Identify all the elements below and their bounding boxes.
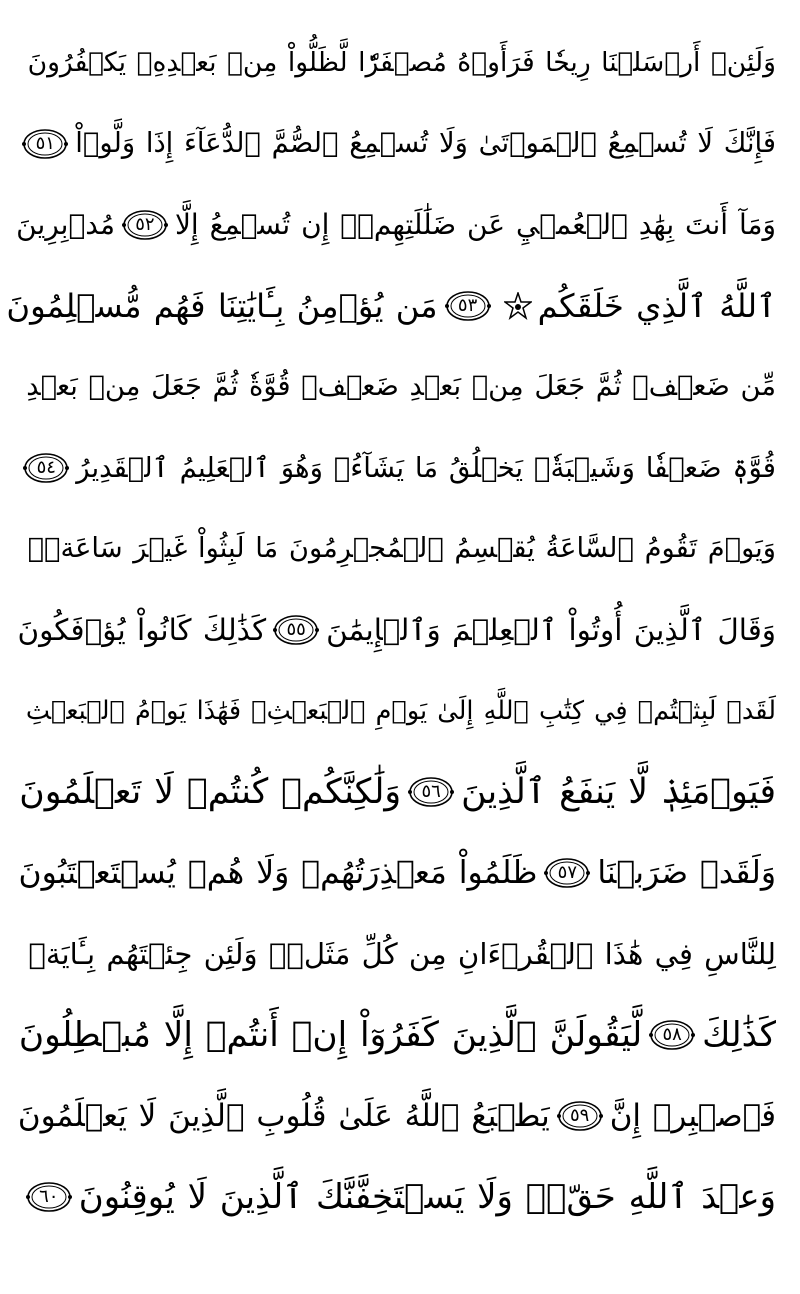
verse-text: قُوَّةٖ ضَعۡفٗا وَشَيۡبَةٗۚ يَخۡلُقُ مَا يَشَآءُۖ وَهُوَ ٱلۡعَلِيمُ ٱلۡقَدِيرُ <box>76 451 776 484</box>
verse-text: ظَلَمُواْ مَعۡذِرَتُهُمۡ وَلَا هُمۡ يُسۡتَعۡتَبُونَ <box>18 855 538 891</box>
verse-text: وَقَالَ ٱلَّذِينَ أُوتُواْ ٱلۡعِلۡمَ وَٱلۡإِيمَٰنَ <box>326 613 776 647</box>
text-line-7 <box>24 509 776 589</box>
text-line-4 <box>6 266 776 346</box>
verse-text: وَعۡدَ ٱللَّهِ حَقّٞۖ وَلَا يَسۡتَخِفَّنَّكَ ٱلَّذِينَ لَا يُوقِنُونَ <box>78 1177 776 1217</box>
ayah-end-marker <box>648 1017 696 1053</box>
ayah-end-marker <box>22 450 70 486</box>
ayah-number: ٦٠ <box>39 1186 59 1207</box>
verse-text: كَذَٰلِكَ <box>702 1015 776 1055</box>
verse-text: فَإِنَّكَ لَا تُسۡمِعُ ٱلۡمَوۡتَىٰ وَلَا تُسۡمِعُ ٱلصُّمَّ ٱلدُّعَآءَ إِذَا وَلَّوۡاْ <box>75 128 776 159</box>
text-line-12 <box>24 914 776 994</box>
ayah-number: ٥٤ <box>36 457 56 478</box>
text-line-9 <box>24 671 776 751</box>
verse-text: وَمَآ أَنتَ بِهَٰدِ ٱلۡعُمۡيِ عَن ضَلَٰلَتِهِمۡۖ إِن تُسۡمِعُ إِلَّا <box>174 208 776 241</box>
text-line-13 <box>18 995 776 1075</box>
verse-text: وَلَٰكِنَّكُمۡ كُنتُمۡ لَا تَعۡلَمُونَ <box>19 772 402 812</box>
verse-text: مَن يُؤۡمِنُ بِـَٔايَٰتِنَا فَهُم مُّسۡلِمُونَ <box>6 287 438 325</box>
text-line-5 <box>24 347 776 427</box>
ayah-number: ٥٨ <box>662 1024 682 1045</box>
text-line-10 <box>19 752 776 832</box>
verse-text: وَيَوۡمَ تَقُومُ ٱلسَّاعَةُ يُقۡسِمُ ٱلۡمُجۡرِمُونَ مَا لَبِثُواْ غَيۡرَ سَاعَةٖۚ <box>27 533 776 564</box>
ayah-end-marker <box>444 288 492 324</box>
verse-text: يَطۡبَعُ ٱللَّهُ عَلَىٰ قُلُوبِ ٱلَّذِينَ لَا يَعۡلَمُونَ <box>17 1098 550 1134</box>
text-line-15 <box>24 1157 776 1237</box>
ayah-number: ٥٩ <box>570 1105 590 1126</box>
ayah-end-marker <box>121 207 169 243</box>
verse-text: وَلَقَدۡ ضَرَبۡنَا <box>597 855 776 891</box>
verse-text: مُدۡبِرِينَ <box>16 208 115 241</box>
verse-text: فَيَوۡمَئِذٖ لَّا يَنفَعُ ٱلَّذِينَ <box>461 772 776 812</box>
ayah-end-marker <box>543 855 591 891</box>
text-line-8 <box>17 590 776 670</box>
verse-text: فَٱصۡبِرۡ إِنَّ <box>609 1098 776 1134</box>
verse-text: ٱللَّهُ ٱلَّذِي خَلَقَكُم <box>537 287 776 325</box>
ayah-number: ٥٧ <box>557 862 578 883</box>
ayah-end-marker <box>272 612 320 648</box>
verse-text: كَذَٰلِكَ كَانُواْ يُؤۡفَكُونَ <box>17 613 267 647</box>
ayah-number: ٥١ <box>35 133 55 154</box>
verse-text: لَّيَقُولَنَّ ٱلَّذِينَ كَفَرُوٓاْ إِنۡ أَنتُمۡ إِلَّا مُبۡطِلُونَ <box>18 1015 643 1055</box>
ayah-end-marker <box>25 1179 73 1215</box>
ayah-end-marker <box>556 1098 604 1134</box>
verse-text: مِّن ضَعۡفٖ ثُمَّ جَعَلَ مِنۢ بَعۡدِ ضَعۡفٖ قُوَّةٗ ثُمَّ جَعَلَ مِنۢ بَعۡدِ <box>26 371 776 402</box>
ayah-end-marker <box>21 126 69 162</box>
verse-text: لَقَدۡ لَبِثۡتُمۡ فِي كِتَٰبِ ٱللَّهِ إِلَىٰ يَوۡمِ ٱلۡبَعۡثِۖ فَهَٰذَا يَوۡمُ ٱلۡبَعۡثِ <box>25 696 776 726</box>
ayah-number: ٥٦ <box>421 781 441 802</box>
text-line-2 <box>24 104 776 184</box>
hizb-marker-icon <box>504 292 532 320</box>
verse-text: وَلَئِنۡ أَرۡسَلۡنَا رِيحٗا فَرَأَوۡهُ مُصۡفَرّٗا لَّظَلُّواْ مِنۢ بَعۡدِهِۦ يَكۡفُرُونَ <box>27 47 776 78</box>
text-line-14 <box>17 1076 776 1156</box>
text-line-1 <box>24 23 776 103</box>
ayah-end-marker <box>407 774 455 810</box>
ayah-number: ٥٢ <box>135 214 155 235</box>
ayah-number: ٥٣ <box>457 295 478 316</box>
ayah-number: ٥٥ <box>286 619 306 640</box>
text-line-3 <box>16 185 776 265</box>
text-line-11 <box>18 833 776 913</box>
text-line-6 <box>24 428 776 508</box>
verse-text: لِلنَّاسِ فِي هَٰذَا ٱلۡقُرۡءَانِ مِن كُلِّ مَثَلٖۚ وَلَئِن جِئۡتَهُم بِـَٔايَةٖ <box>28 937 776 971</box>
